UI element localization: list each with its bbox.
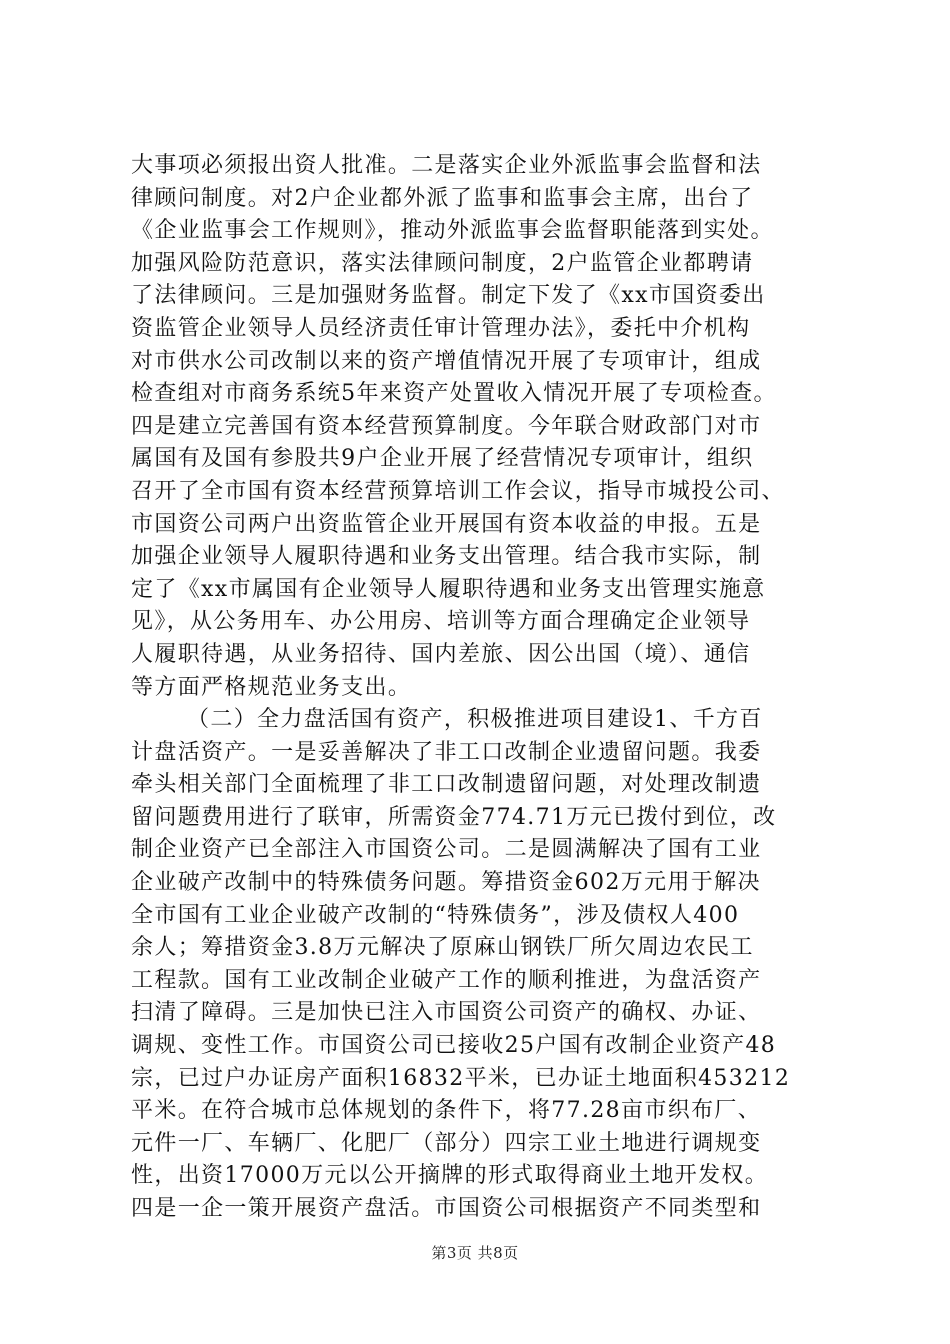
text-line: 制企业资产已全部注入市国资公司。二是圆满解决了国有工业: [131, 837, 762, 863]
text-line: 调规、变性工作。市国资公司已接收25户国有改制企业资产48: [131, 1033, 777, 1059]
paragraph-start-line: （二）全力盘活国有资产，积极推进项目建设1、千方百: [187, 707, 763, 733]
text-line: 扫清了障碍。三是加快已注入市国资公司资产的确权、办证、: [131, 1000, 762, 1026]
body-text: [131, 150, 831, 1226]
text-line: 对市供水公司改制以来的资产增值情况开展了专项审计，组成: [131, 348, 762, 374]
text-line: 资监管企业领导人员经济责任审计管理办法》，委托中介机构: [131, 315, 751, 341]
text-line: 加强企业领导人履职待遇和业务支出管理。结合我市实际，制: [131, 544, 762, 570]
text-line: 人履职待遇，从业务招待、国内差旅、因公出国（境）、通信: [131, 641, 751, 667]
text-line: 性，出资17000万元以公开摘牌的形式取得商业土地开发权。: [131, 1163, 769, 1189]
text-line: 大事项必须报出资人批准。二是落实企业外派监事会监督和法: [131, 153, 762, 178]
text-line: 加强风险防范意识，落实法律顾问制度，2户监管企业都聘请: [131, 250, 754, 276]
text-line: 计盘活资产。一是妥善解决了非工口改制企业遗留问题。我委: [131, 739, 762, 765]
text-line: 四是一企一策开展资产盘活。市国资公司根据资产不同类型和: [131, 1196, 762, 1221]
text-line: 余人；筹措资金3.8万元解决了原麻山钢铁厂所欠周边农民工: [131, 935, 754, 961]
text-line: 工程款。国有工业改制企业破产工作的顺利推进，为盘活资产: [131, 967, 762, 993]
text-line: 宗，已过户办证房产面积16832平米，已办证土地面积453212: [131, 1065, 791, 1091]
text-line: 了法律顾问。三是加强财务监督。制定下发了《xx市国资委出: [131, 283, 766, 309]
page-number-footer: 第3页 共8页: [431, 1244, 519, 1262]
text-line: 平米。在符合城市总体规划的条件下，将77.28亩市织布厂、: [131, 1098, 762, 1124]
text-line: 属国有及国有参股共9户企业开展了经营情况专项审计，组织: [131, 446, 754, 472]
text-line: 《企业监事会工作规则》，推动外派监事会监督职能落到实处。: [131, 218, 774, 244]
text-line: 市国资公司两户出资监管企业开展国有资本收益的申报。五是: [131, 511, 762, 537]
text-line: 牵头相关部门全面梳理了非工口改制遗留问题，对处理改制遗: [131, 772, 762, 798]
text-line: 等方面严格规范业务支出。: [131, 674, 412, 700]
text-line: 律顾问制度。对2户企业都外派了监事和监事会主席，出台了: [131, 185, 754, 211]
text-line: 见》，从公务用车、办公用房、培训等方面合理确定企业领导: [131, 609, 751, 635]
text-line: 检查组对市商务系统5年来资产处置收入情况开展了专项检查。: [131, 381, 777, 407]
text-line: 企业破产改制中的特殊债务问题。筹措资金602万元用于解决: [131, 870, 761, 896]
text-line: 留问题费用进行了联审，所需资金774.71万元已拨付到位，改: [131, 804, 777, 830]
text-line: 全市国有工业企业破产改制的“特殊债务”，涉及债权人400: [131, 902, 740, 928]
text-line: 定了《xx市属国有企业领导人履职待遇和业务支出管理实施意: [131, 576, 766, 602]
text-line: 召开了全市国有资本经营预算培训工作会议，指导市城投公司、: [131, 478, 785, 504]
text-line: 元件一厂、车辆厂、化肥厂（部分）四宗工业土地进行调规变: [131, 1130, 762, 1156]
text-line: 四是建立完善国有资本经营预算制度。今年联合财政部门对市: [131, 413, 762, 439]
